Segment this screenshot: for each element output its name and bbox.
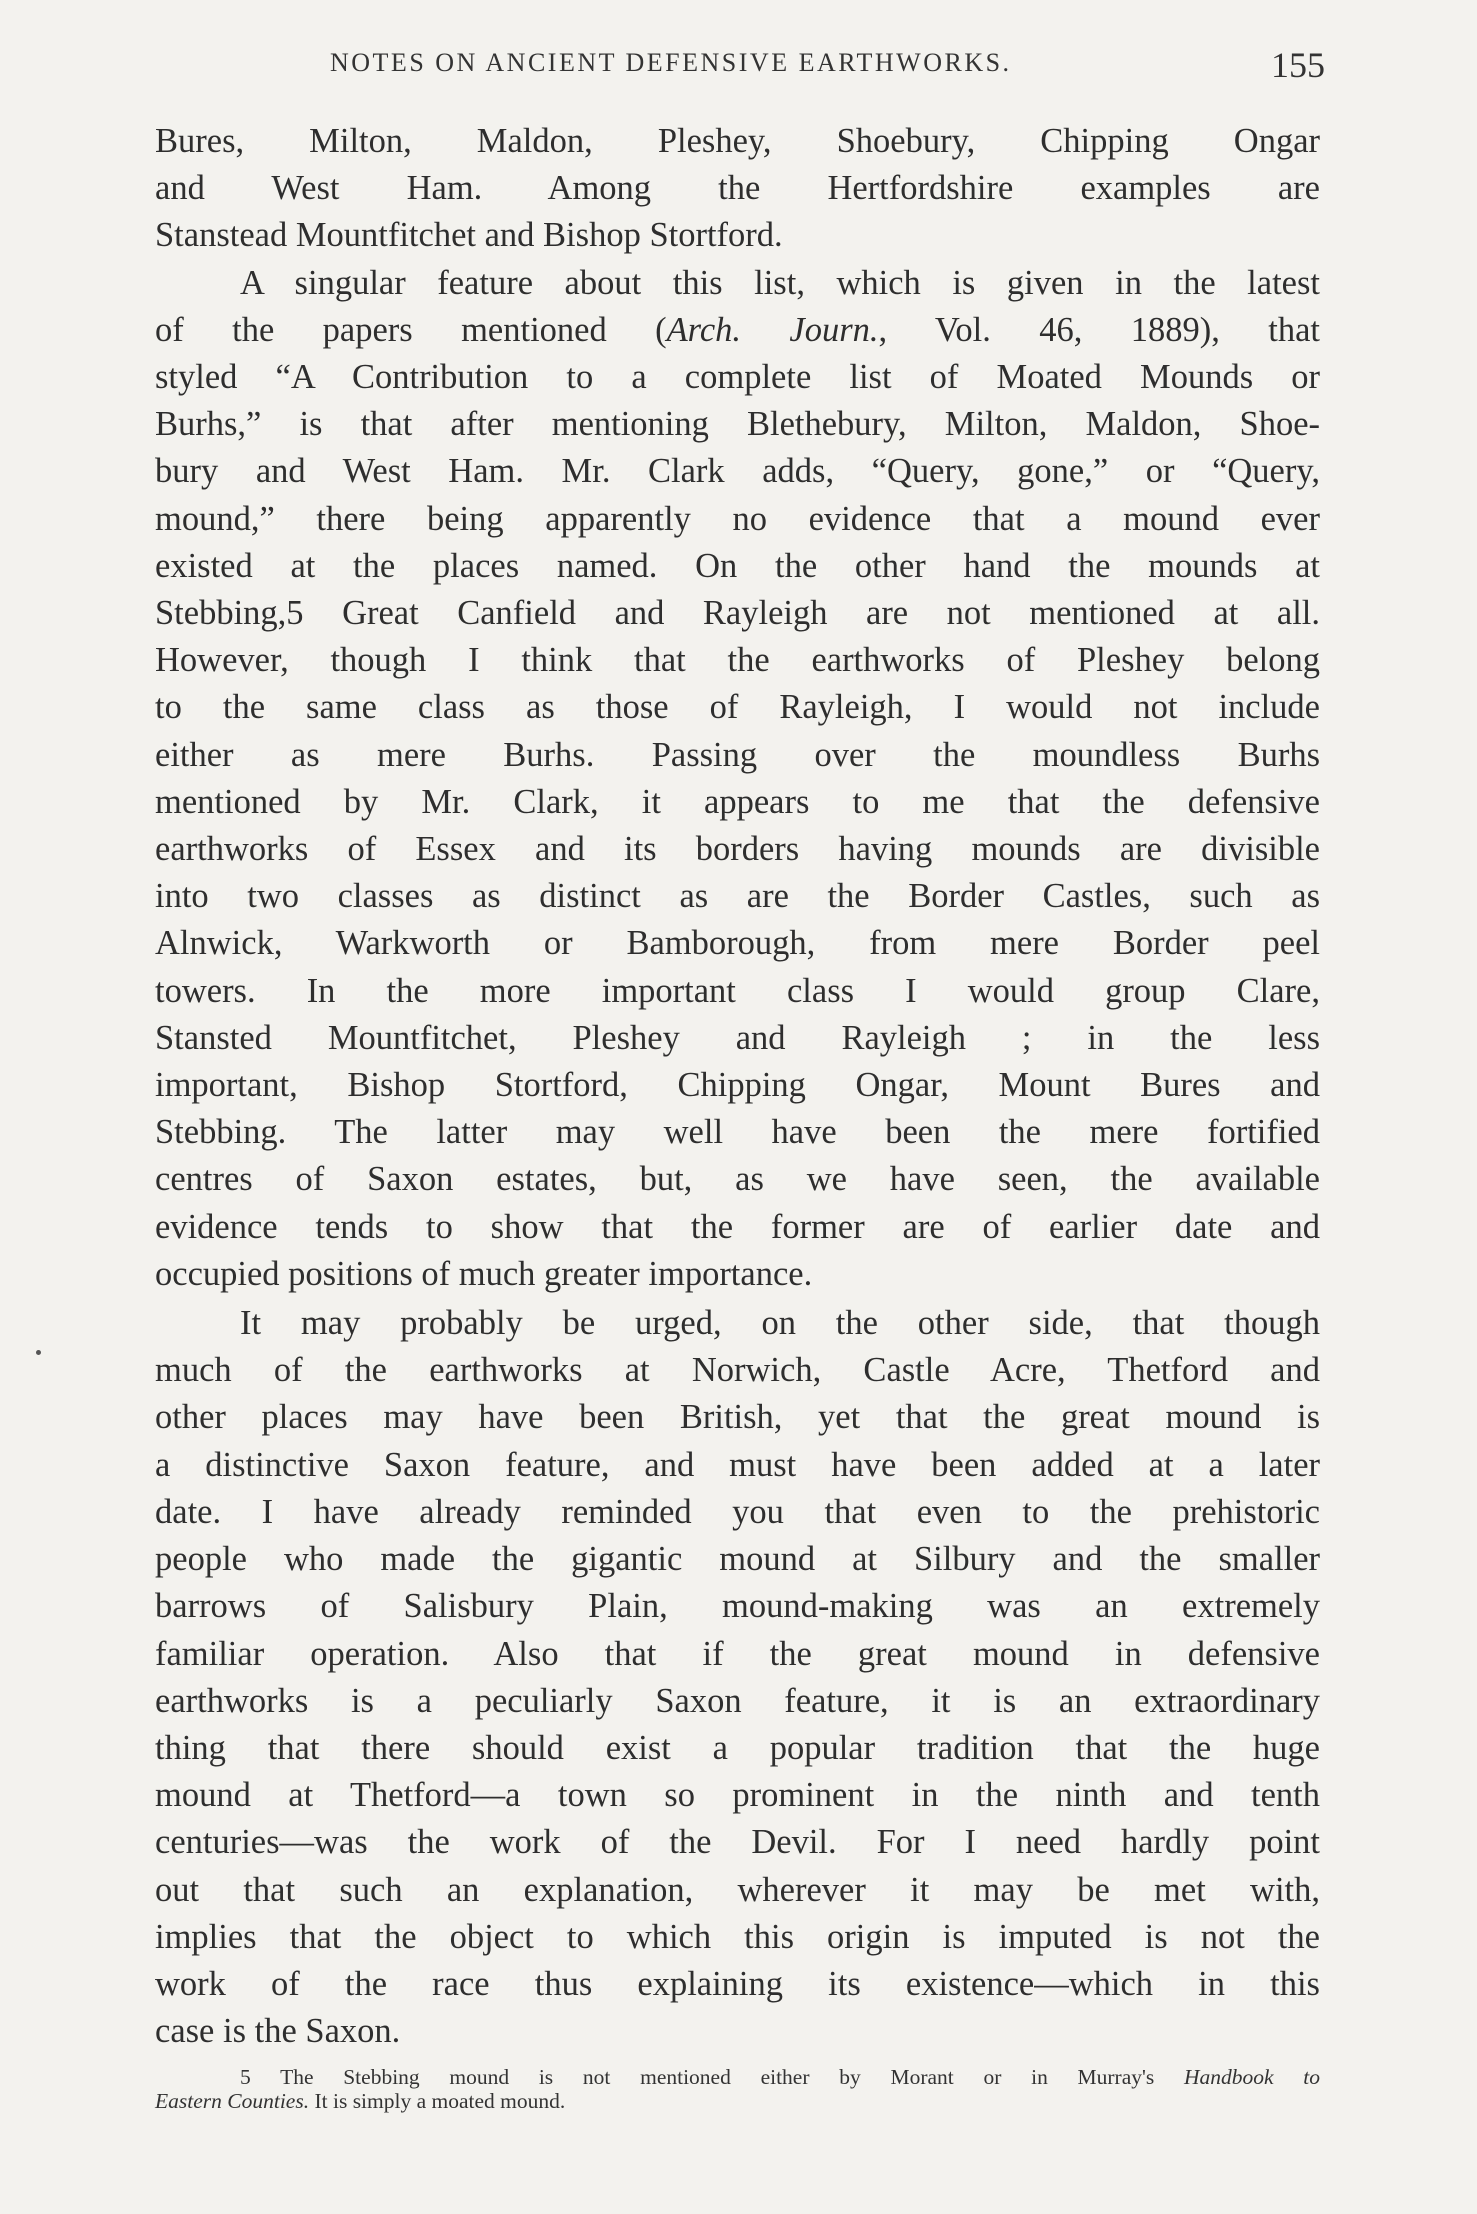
text-line: styled “A Contribution to a complete list of Moated Mounds or xyxy=(155,358,1320,397)
body-text xyxy=(155,118,1320,2055)
text-line: Bures, Milton, Maldon, Pleshey, Shoebury, Chipping Ongar xyxy=(155,122,1320,160)
paragraph-2-lines xyxy=(155,354,1320,1298)
text-line: familiar operation. Also that if the great mound in defensive xyxy=(155,1634,1320,1673)
page-number: 155 xyxy=(1271,45,1325,85)
text-line: A singular feature about this list, which is given in the latest xyxy=(240,263,1320,302)
text-line: existed at the places named. On the other hand the mounds at xyxy=(155,546,1320,585)
text-line: out that such an explanation, wherever it may be met with, xyxy=(155,1870,1320,1909)
text-line: Stebbing,5 Great Canfield and Rayleigh are not mentioned at all. xyxy=(155,594,1320,633)
text-line: earthworks of Essex and its borders having mounds are divisible xyxy=(155,830,1320,869)
text-line: case is the Saxon. xyxy=(155,2012,401,2051)
text-line: evidence tends to show that the former are of earlier date and xyxy=(155,1207,1320,1246)
text-segment: of the papers mentioned ( xyxy=(155,310,667,349)
text-line: a distinctive Saxon feature, and must have been added at a later xyxy=(155,1445,1320,1484)
footnote-book-title: Eastern Counties. xyxy=(155,2089,310,2113)
journal-title: Arch. Journ. xyxy=(666,310,879,349)
text-line: implies that the object to which this origin is imputed is not the xyxy=(155,1917,1320,1956)
text-line: centres of Saxon estates, but, as we have seen, the available xyxy=(155,1160,1320,1199)
text-line: either as mere Burhs. Passing over the moundless Burhs xyxy=(155,735,1320,774)
text-line: bury and West Ham. Mr. Clark adds, “Query, gone,” or “Query, xyxy=(155,452,1320,491)
text-line: Stanstead Mountfitchet and Bishop Stortford. xyxy=(155,216,783,255)
footnote-text: It is simply a moated mound. xyxy=(309,2089,566,2113)
text-line: other places may have been British, yet that the great mound is xyxy=(155,1398,1320,1437)
footnote-line xyxy=(155,2065,1320,2089)
text-line xyxy=(155,307,1320,354)
text-line: centuries—was the work of the Devil. For I need hardly point xyxy=(155,1823,1320,1862)
text-line: mound,” there being apparently no evidence that a mound ever xyxy=(155,499,1320,538)
footnote-line xyxy=(155,2089,1320,2113)
text-line: work of the race thus explaining its existence—which in this xyxy=(155,1964,1320,2003)
text-line: Stebbing. The latter may well have been the mere fortified xyxy=(155,1113,1320,1152)
text-line: thing that there should exist a popular tradition that the huge xyxy=(155,1728,1320,1767)
text-line: people who made the gigantic mound at Silbury and the smaller xyxy=(155,1540,1320,1579)
paragraph-3 xyxy=(155,1300,1320,2055)
page-speck xyxy=(36,1350,41,1355)
text-line: It may probably be urged, on the other side, that though xyxy=(240,1304,1320,1343)
text-segment: , Vol. 46, 1889), that xyxy=(878,310,1320,349)
text-line: much of the earthworks at Norwich, Castle Acre, Thetford and xyxy=(155,1351,1320,1390)
text-line: occupied positions of much greater importance. xyxy=(155,1254,813,1293)
footnote-text: 5 The Stebbing mound is not mentioned either by Morant or in Murray's xyxy=(240,2065,1184,2089)
running-title: NOTES ON ANCIENT DEFENSIVE EARTHWORKS. xyxy=(330,48,1012,77)
text-line: Alnwick, Warkworth or Bamborough, from mere Border peel xyxy=(155,924,1320,963)
text-line: mound at Thetford—a town so prominent in the ninth and tenth xyxy=(155,1776,1320,1815)
text-line: earthworks is a peculiarly Saxon feature, it is an extraordinary xyxy=(155,1681,1320,1720)
footnote-book-title: Handbook to xyxy=(1183,2065,1320,2089)
text-line: mentioned by Mr. Clark, it appears to me that the defensive xyxy=(155,782,1320,821)
text-line: and West Ham. Among the Hertfordshire examples are xyxy=(155,169,1320,208)
text-line: Stansted Mountfitchet, Pleshey and Rayleigh ; in the less xyxy=(155,1018,1320,1057)
text-line: important, Bishop Stortford, Chipping Ongar, Mount Bures and xyxy=(155,1066,1320,1105)
text-line: barrows of Salisbury Plain, mound-making was an extremely xyxy=(155,1587,1320,1626)
text-line: to the same class as those of Rayleigh, I would not include xyxy=(155,688,1320,727)
text-line: into two classes as distinct as are the Border Castles, such as xyxy=(155,877,1320,916)
paragraph-2 xyxy=(155,260,1320,1298)
footnote xyxy=(155,2065,1320,2113)
text-line: date. I have already reminded you that even to the prehistoric xyxy=(155,1492,1320,1531)
page-header xyxy=(155,45,1325,98)
text-line: towers. In the more important class I would group Clare, xyxy=(155,971,1320,1010)
text-line: However, though I think that the earthworks of Pleshey belong xyxy=(155,641,1320,680)
paragraph-1 xyxy=(155,118,1320,260)
text-line: Burhs,” is that after mentioning Blethebury, Milton, Maldon, Shoe- xyxy=(155,405,1320,444)
